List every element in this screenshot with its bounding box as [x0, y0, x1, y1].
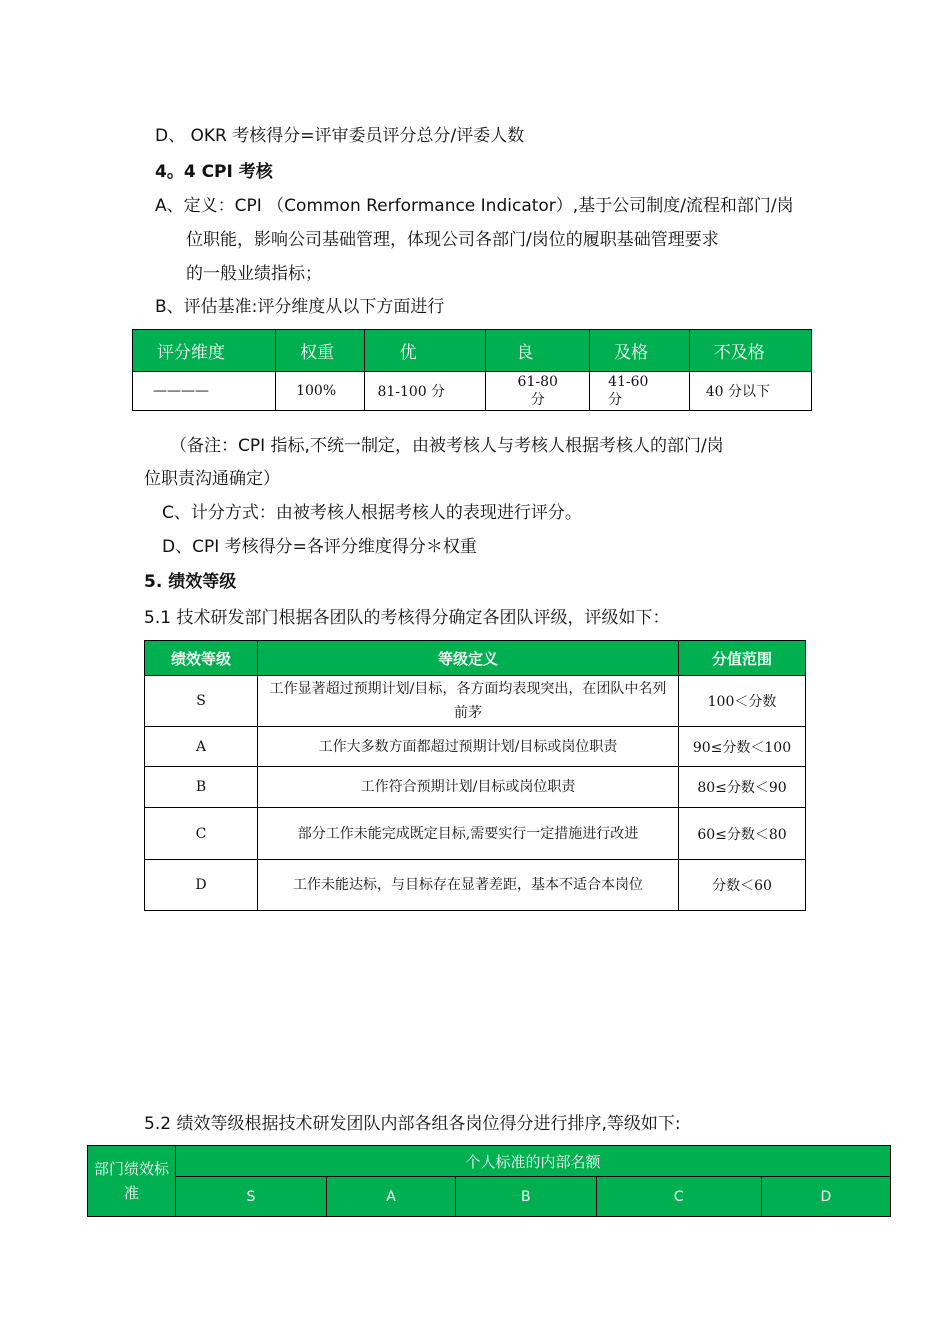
table-header-row: [88, 1146, 891, 1177]
note-line-2: 位职责沟通确定）: [144, 469, 280, 489]
table-row: [133, 372, 812, 411]
range-cell: 100＜分数: [679, 676, 806, 727]
header-cell: 等级定义: [258, 641, 679, 676]
header-cell: 不及格: [689, 330, 811, 372]
range-cell: 分数＜60: [679, 860, 806, 911]
header-cell: 及格: [590, 330, 690, 372]
note-line-1: [170, 430, 724, 463]
grade-row: [88, 1177, 891, 1217]
cpi-definition-line-1: A、定义：CPI （Common Rerformance Indicator）,基于公司制度/流程和部门/岗: [155, 196, 794, 216]
table-cell: ————: [133, 372, 276, 411]
table-header-row: [133, 330, 812, 372]
range-cell: 90≤分数＜100: [679, 727, 806, 767]
section-heading-grade: 5. 绩效等级: [144, 572, 237, 592]
header-cell: 绩效等级: [145, 641, 258, 676]
grade-cell: B: [456, 1177, 597, 1217]
cpi-score-line: D、CPI 考核得分=各评分维度得分＊权重: [162, 537, 477, 557]
header-cell: 权重: [276, 330, 365, 372]
department-standard-cell: 部门绩效标准: [88, 1146, 176, 1217]
table-cell: 81-100 分: [365, 372, 486, 411]
grade-cell: C: [145, 808, 258, 860]
table-cell: 40 分以下: [689, 372, 811, 411]
definition-cell: 部分工作未能完成既定目标,需要实行一定措施进行改进: [258, 808, 679, 860]
paragraph-5-1: 5.1 技术研发部门根据各团队的考核得分确定各团队评级，评级如下：: [144, 608, 670, 628]
note-text: （备注：CPI 指标,不统一制定，由被考核人与考核人根据考核人的部门/岗: [170, 436, 724, 456]
table-cell: 61-80 分: [486, 372, 590, 411]
table-row: [145, 767, 806, 808]
header-cell: 分值范围: [679, 641, 806, 676]
table-row: [145, 860, 806, 911]
grade-cell: C: [596, 1177, 761, 1217]
cpi-definition-line-3: 的一般业绩指标；: [186, 264, 322, 284]
grade-cell: A: [326, 1177, 455, 1217]
grade-cell: D: [761, 1177, 890, 1217]
definition-cell: 工作大多数方面都超过预期计划/目标或岗位职责: [258, 727, 679, 767]
scoring-method-line: C、计分方式：由被考核人根据考核人的表现进行评分。: [162, 503, 582, 523]
table-row: [145, 676, 806, 727]
internal-quota-table: [87, 1145, 891, 1217]
evaluation-dimension-table: [132, 329, 812, 411]
paragraph-5-2: 5.2 绩效等级根据技术研发团队内部各组各岗位得分进行排序,等级如下:: [144, 1114, 681, 1134]
grade-cell: D: [145, 860, 258, 911]
grade-cell: S: [176, 1177, 327, 1217]
definition-cell: 工作符合预期计划/目标或岗位职责: [258, 767, 679, 808]
personal-quota-header: 个人标准的内部名额: [176, 1146, 891, 1177]
table-cell: 100%: [276, 372, 365, 411]
cpi-definition-line-2: 位职能，影响公司基础管理，体现公司各部门/岗位的履职基础管理要求: [186, 230, 719, 250]
definition-cell: 工作未能达标，与目标存在显著差距，基本不适合本岗位: [258, 860, 679, 911]
table-header-row: [145, 641, 806, 676]
evaluation-basis-line: B、评估基准:评分维度从以下方面进行: [155, 297, 445, 317]
table-row: [145, 727, 806, 767]
header-cell: 优: [365, 330, 486, 372]
header-cell: 良: [486, 330, 590, 372]
table-cell: 41-60 分: [590, 372, 690, 411]
table-row: [145, 808, 806, 860]
okr-score-line: D、 OKR 考核得分=评审委员评分总分/评委人数: [155, 126, 525, 146]
range-cell: 80≤分数＜90: [679, 767, 806, 808]
grade-cell: B: [145, 767, 258, 808]
grade-cell: S: [145, 676, 258, 727]
section-heading-cpi: 4。4 CPI 考核: [155, 162, 273, 182]
header-cell: 评分维度: [133, 330, 276, 372]
definition-cell: 工作显著超过预期计划/目标，各方面均表现突出，在团队中名列前茅: [258, 676, 679, 727]
grade-cell: A: [145, 727, 258, 767]
range-cell: 60≤分数＜80: [679, 808, 806, 860]
grade-definition-table: [144, 640, 806, 911]
